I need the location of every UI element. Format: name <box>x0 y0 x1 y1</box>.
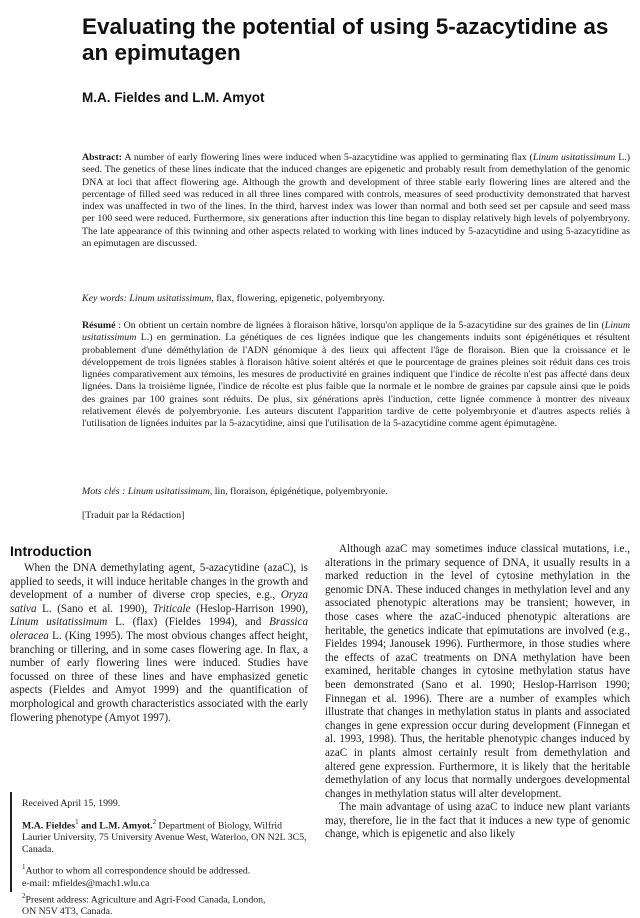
abstract-text-2: L.) seed. The genetics of these lines indicate that the induced changes are epigenetic and probably result from demethylation of the genomic DNA at loci that affect flowering age. Although the growth and development of three stable early flowering lines are altered and the percentage of filled seed was reduced in all three lines compared with controls, measures of seed productivity demonstrated that harvest index was unaffected in two of the lines. In the third, harvest index was lower than normal and both seed set per capsule and seed mass per 100 seed were reduced. Furthermore, six generations after induction this line began to display relatively high levels of polyembryony. The late appearance of this twinning and other aspects related to working with lines induced by 5-azacytidine and using 5-azacytidine as an epimutagen are discussed. <box>82 152 630 250</box>
intro-right-paragraph-2: The main advantage of using azaC to induce new plant variants may, therefore, lie in the fact that it induces a new type of genomic change, which is epigenetic and also likely <box>325 801 630 841</box>
received-date: Received April 15, 1999. <box>22 798 121 809</box>
intro-left-italic-3: Linum usitatissimum <box>10 616 108 629</box>
footnote-2 <box>22 890 308 918</box>
affil-and: and <box>78 820 100 832</box>
affil-sup-2: 2 <box>152 818 157 826</box>
abstract-paragraph <box>82 152 630 250</box>
affil-author-1: M.A. Fieldes <box>22 820 76 832</box>
resume-text-2: L.) en germination. La génétiques de ces lignées indique que les changements induits sont épigénétiques et résultent probablement d'une déméthylation de l'ADN génomique à des lieux qui affectent l'âge de floraison. Bien que la croissance et le développement de trois lignées stables à floraison hâtive soient altérés et que le pourcentage de graines pleines soit réduit dans ces trois lignées comparativement aux témoins, les mesures de productivité en graines indiquent que l'indice de récolte n'est pas affecté dans deux lignées. Dans la troisième lignée, l'indice de récolte est plus faible que la normale et le nombre de graines par capsule ainsi que le poids des graines par 100 graines sont réduits. De plus, six générations après l'induction, cette lignée commence à montrer des niveaux relativement élevés de polyembryonie. Les auteurs discutent l'apparition tardive de cette polyembryonie et d'autres aspects reliés à l'utilisation de lignées induites par la 5-azacytidine, ainsi que l'utilisation de la 5-azacytidine comme agent épimutagène. <box>82 332 630 430</box>
intro-left-text-1: When the DNA demethylating agent, 5-azacytidine (azaC), is applied to seeds, it will induce heritable changes in the growth and development of a number of diverse crop species, e.g., <box>10 562 308 602</box>
intro-left-italic-2: Triticale <box>152 602 191 615</box>
author-line: M.A. Fieldes and L.M. Amyot <box>82 90 265 105</box>
keywords-line <box>82 293 630 305</box>
keywords-label: Key words: <box>82 293 127 304</box>
affil-author-2: L.M. Amyot. <box>99 820 153 832</box>
intro-left-text-2: L. (Sano et al. 1990), <box>36 602 153 615</box>
intro-right-paragraph-1: Although azaC may sometimes induce classical mutations, i.e., alterations in the primary sequence of DNA, it usually results in a marked reduction in the level of cytosine methylation in the genomic DNA. These induced changes in methylation level and any associated phenotypic alterations may be transient; however, in those cases where the azaC-induced phenotypic alterations are heritable, the genetics indicate that epimutations are involved (e.g., Fieldes 1994; Janousek 1996). Furthermore, in those studies where the effects of azaC treatments on DNA methylation have been examined, heritable changes in cytosine methylation status have been demonstrated (Sano et al. 1990; Heslop-Harrison 1990; Finnegan et al. 1996). There are a number of examples which illustrate that changes in methylation status in plants and associated changes in gene expression occur during development (Finnegan et al. 1993, 1998). Thus, the heritable phenotypic changes induced by azaC in plants almost certainly result from demethylation and altered gene expression. Furthermore, it is likely that the heritable demethylation of any locus that normally undergoes developmental changes in methylation status will alter development. <box>325 543 630 800</box>
abstract-species: Linum usitatissimum <box>532 152 616 163</box>
mots-cles-species: Linum usitatissimum <box>127 486 210 497</box>
mots-cles-line <box>82 486 630 498</box>
footnote-box-rule <box>10 792 12 892</box>
affil-sup-1: 1 <box>75 818 79 826</box>
keywords-species: Linum usitatissimum <box>129 293 212 304</box>
intro-left-italic-1: Oryza sativa <box>10 589 308 615</box>
mots-cles-label: Mots clés : <box>82 486 126 497</box>
resume-species: Linum usitatissimum <box>82 320 630 344</box>
abstract-text-1: A number of early flowering lines were induced when 5-azacytidine was applied to germinating flax ( <box>122 152 533 163</box>
footnote-2-line-2: ON N5V 4T3, Canada. <box>22 905 113 917</box>
intro-right-column <box>325 543 630 842</box>
translation-note: [Traduit par la Rédaction] <box>82 510 185 521</box>
resume-label: Résumé <box>82 320 116 331</box>
resume-text-1: : On obtient un certain nombre de lignées à floraison hâtive, lorsqu'on applique de la 5-azacytidine sur des graines de lin ( <box>115 320 605 331</box>
footnote-1-line-2: e-mail: mfieldes@mach1.wlu.ca <box>22 877 150 889</box>
intro-left-text-5: L. (King 1995). The most obvious changes affect height, branching or tillering, and in some cases flowering age. In flax, a number of early flowering lines were induced. Studies have focussed on three of these lines and have emphasized genetic aspects (Fieldes and Amyot 1999) and the quantification of morphological and growth characteristics associated with the early flowering phenotype (Amyot 1997). <box>10 629 308 724</box>
abstract-label: Abstract: <box>82 152 123 163</box>
footnote-1-line-1: Author to whom all correspondence should be addressed. <box>25 865 251 877</box>
footnote-1 <box>22 861 308 889</box>
affil-text: Department of Biology, Wilfrid Laurier University, 75 University Avenue West, Waterloo, ON N2L 3C5, Canada. <box>22 820 307 856</box>
intro-left-text-4: L. (flax) (Fieldes 1994), and <box>107 616 270 629</box>
footnote-2-line-1: Present address: Agriculture and Agri-Food Canada, London, <box>25 893 266 905</box>
introduction-heading: Introduction <box>10 543 92 559</box>
intro-left-italic-4: Brassica oleracea <box>10 616 308 642</box>
keywords-rest: , flax, flowering, epigenetic, polyembryony. <box>211 293 385 304</box>
footnote-1-mark: 1 <box>22 863 26 872</box>
intro-left-column <box>10 562 308 725</box>
author-affiliation <box>22 816 308 856</box>
intro-left-text-3: (Heslop-Harrison 1990), <box>190 602 309 615</box>
resume-paragraph <box>82 320 630 431</box>
mots-cles-rest: , lin, floraison, épigénétique, polyembryonie. <box>209 486 388 497</box>
footnote-2-mark: 2 <box>22 891 26 900</box>
paper-title: Evaluating the potential of using 5-azacytidine as an epimutagen <box>82 14 609 65</box>
